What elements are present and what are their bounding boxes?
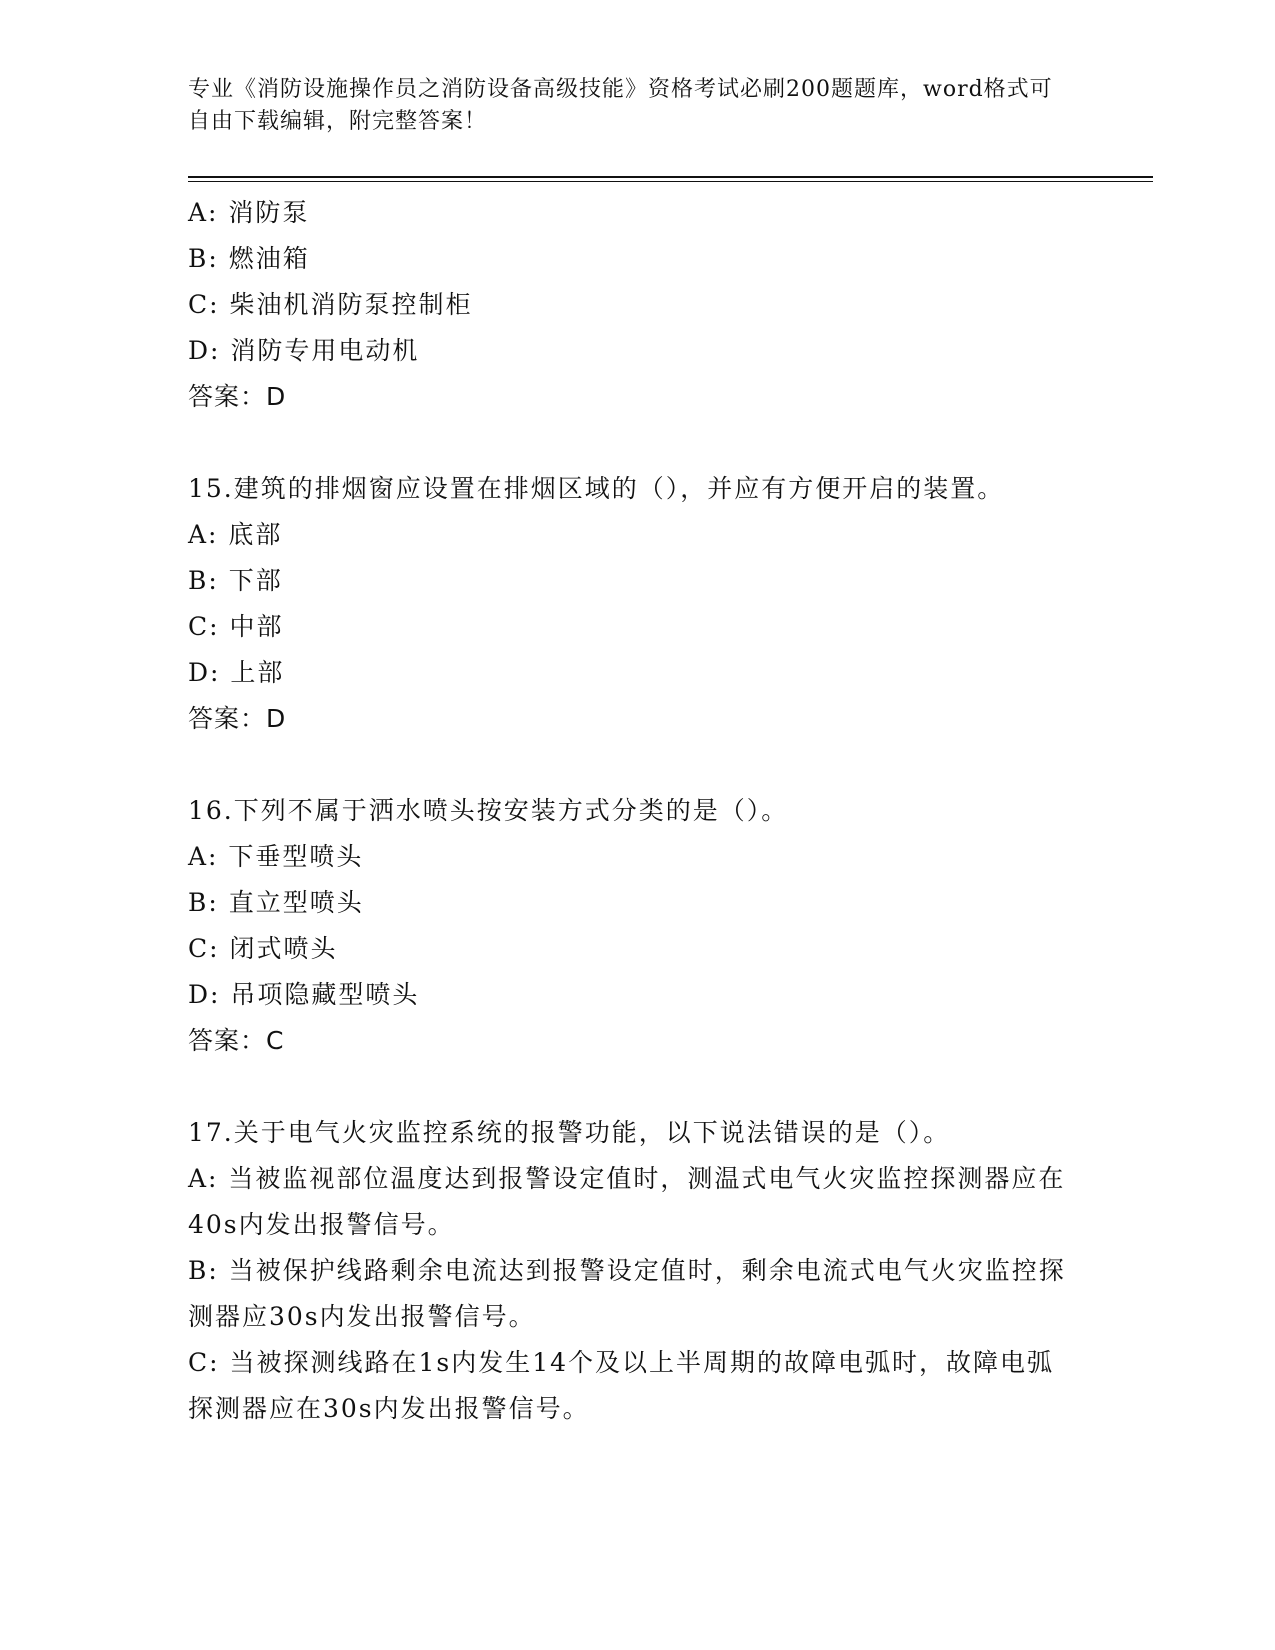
option-a: A: 消防泵 [188, 198, 310, 227]
header-rule-thick [188, 176, 1153, 178]
option-c: C: 当被探测线路在1s内发生14个及以上半周期的故障电弧时，故障电弧探测器应在30s内发出报警信号。 [188, 1348, 1055, 1423]
question-block-17 [188, 1110, 1088, 1432]
answer-line: 答案：C [188, 1026, 285, 1055]
question-text: 15.建筑的排烟窗应设置在排烟区域的（），并应有方便开启的装置。 [188, 474, 1005, 503]
header-rule-thin [188, 181, 1153, 182]
option-b: B: 燃油箱 [188, 244, 310, 273]
option-c: C: 闭式喷头 [188, 934, 338, 963]
option-d: D: 吊项隐藏型喷头 [188, 980, 420, 1009]
option-d: D: 消防专用电动机 [188, 336, 420, 365]
option-a: A: 底部 [188, 520, 283, 549]
option-b: B: 直立型喷头 [188, 888, 364, 917]
option-a: A: 下垂型喷头 [188, 842, 364, 871]
question-block-15 [188, 466, 1088, 742]
option-a: A: 当被监视部位温度达到报警设定值时，测温式电气火灾监控探测器应在40s内发出报警信号。 [188, 1164, 1066, 1239]
answer-line: 答案：D [188, 382, 287, 411]
question-text: 16.下列不属于洒水喷头按安装方式分类的是（）。 [188, 796, 789, 825]
question-text: 17.关于电气火灾监控系统的报警功能，以下说法错误的是（）。 [188, 1118, 951, 1147]
spacer [188, 420, 1088, 466]
answer-line: 答案：D [188, 704, 287, 733]
question-block-14 [188, 190, 1088, 420]
question-block-16 [188, 788, 1088, 1064]
option-c: C: 柴油机消防泵控制柜 [188, 290, 473, 319]
document-header: 专业《消防设施操作员之消防设备高级技能》资格考试必刷200题题库，word格式可自由下载编辑，附完整答案！ [188, 77, 1053, 134]
option-c: C: 中部 [188, 612, 284, 641]
spacer [188, 1064, 1088, 1110]
option-b: B: 当被保护线路剩余电流达到报警设定值时，剩余电流式电气火灾监控探测器应30s内发出报警信号。 [188, 1256, 1066, 1331]
option-b: B: 下部 [188, 566, 283, 595]
spacer [188, 742, 1088, 788]
option-d: D: 上部 [188, 658, 285, 687]
question-list [188, 190, 1088, 1432]
